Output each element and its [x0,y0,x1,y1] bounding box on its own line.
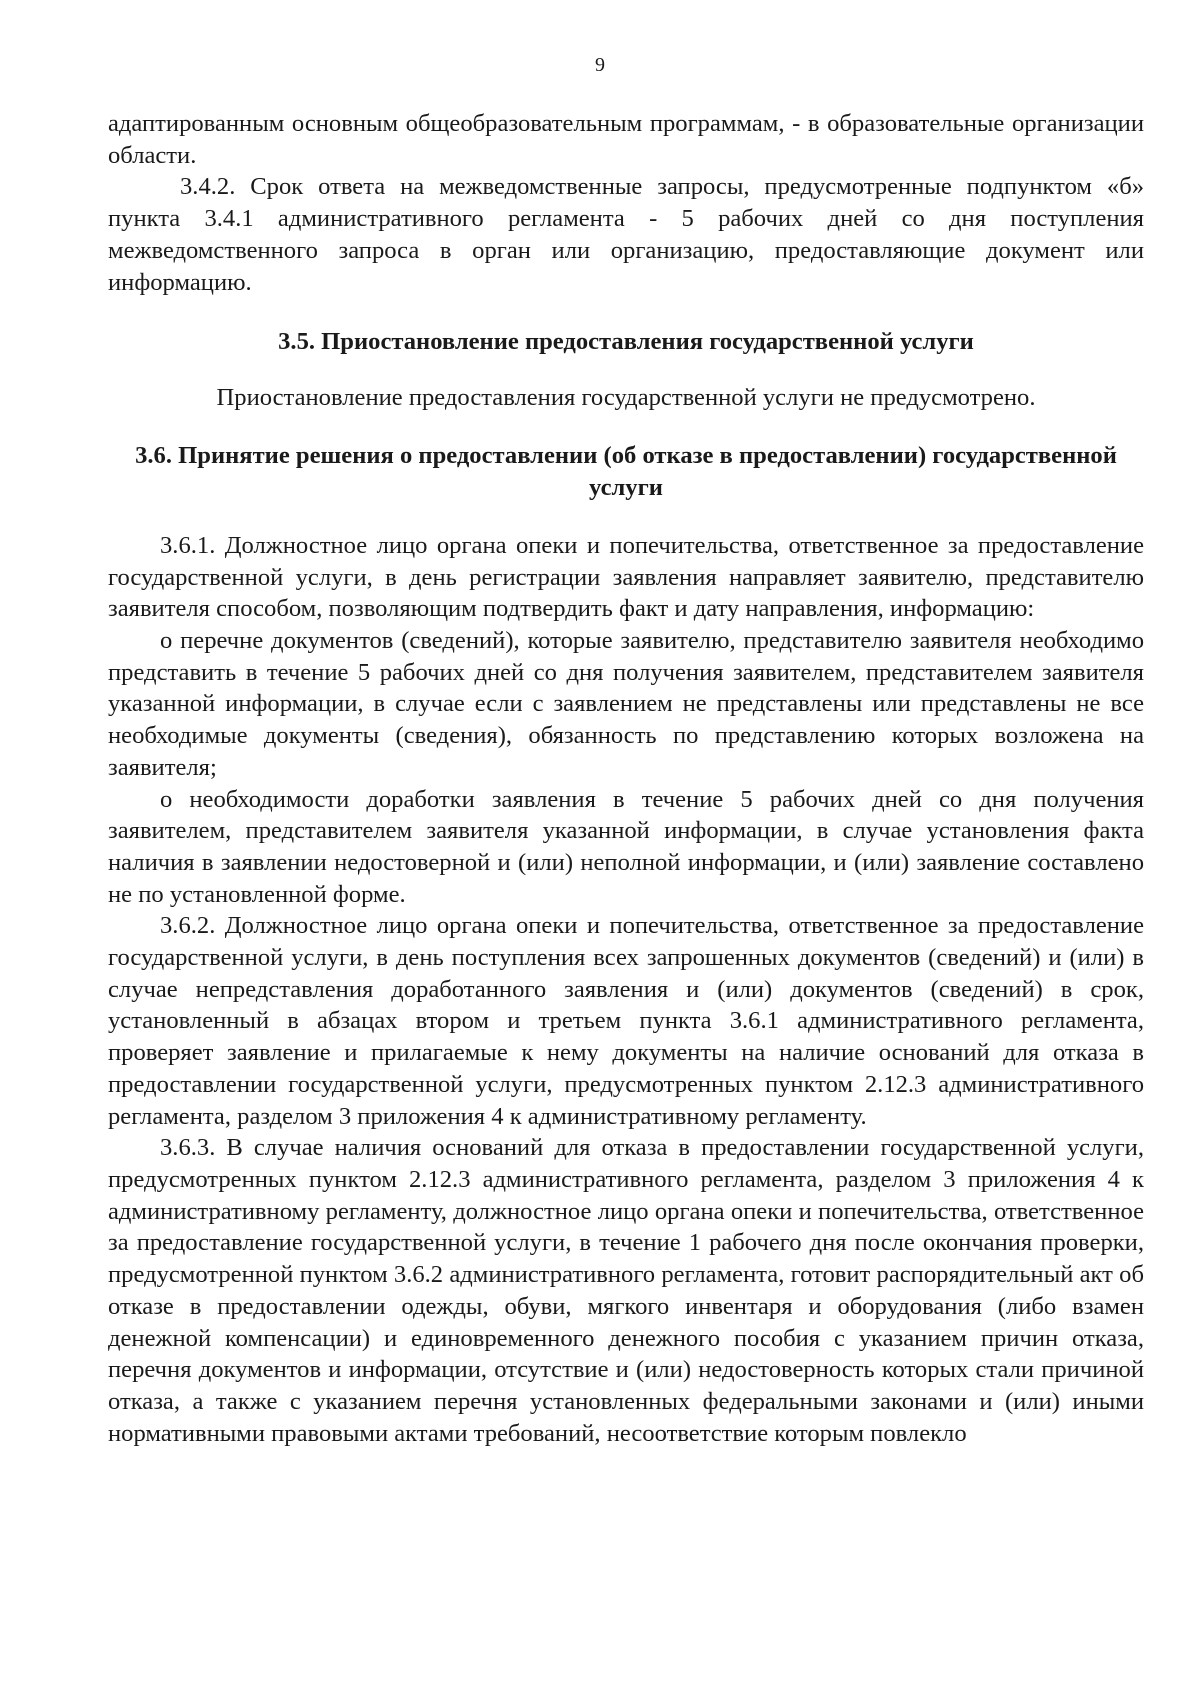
paragraph-3-6-2: 3.6.2. Должностное лицо органа опеки и попечительства, ответственное за предоставление государственной услуги, в день поступления всех запрошенных документов (сведений) и (или) в случае непредставления доработанного заявления и (или) документов (сведений) в срок, установленный в абзацах втором и третьем пункта 3.6.1 административного регламента, проверяет заявление и прилагаемые к нему документы на наличие оснований для отказа в предоставлении государственной услуги, предусмотренных пунктом 2.12.3 административного регламента, разделом 3 приложения 4 к административному регламенту. [108,912,1144,1130]
paragraph-3-6-1-b: о необходимости доработки заявления в течение 5 рабочих дней со дня получения заявителем, представителем заявителя указанной информации, в случае установления факта наличия в заявлении недостоверной и (или) неполной информации, и (или) заявление составлено не по установленной форме. [108,785,1144,908]
paragraph-continuation: адаптированным основным общеобразовательным программам, - в образовательные организации области. [108,110,1144,169]
section-heading-3-5: 3.5. Приостановление предоставления государственной услуги [278,328,974,356]
spacer [108,298,1144,326]
paragraph-3-4-2: 3.4.2. Срок ответа на межведомственные запросы, предусмотренные подпунктом «б» пункта 3.4.1 административного регламента - 5 рабочих дней со дня поступления межведомственного запроса в орган или организацию, предоставляющие документ или информацию. [108,173,1144,296]
document-body [108,108,1144,1449]
page-number: 9 [595,54,605,76]
spacer [108,358,1144,382]
spacer [108,414,1144,440]
paragraph-3-6-1-a: о перечне документов (сведений), которые заявителю, представителю заявителя необходимо представить в течение 5 рабочих дней со дня получения заявителем, представителем заявителя указанной информации, в случае если с заявлением не представлены или представлены не все необходимые документы (сведения), обязанность по представлению которых возложена на заявителя; [108,627,1144,781]
section-heading-3-6: 3.6. Принятие решения о предоставлении (об отказе в предоставлении) государственной услуги [135,441,1117,501]
spacer [108,504,1144,530]
paragraph-3-6-1: 3.6.1. Должностное лицо органа опеки и попечительства, ответственное за предоставление государственной услуги, в день регистрации заявления направляет заявителю, представителю заявителя способом, позволяющим подтвердить факт и дату направления, информацию: [108,531,1144,623]
paragraph-3-6-3: 3.6.3. В случае наличия оснований для отказа в предоставлении государственной услуги, предусмотренных пунктом 2.12.3 административного регламента, разделом 3 приложения 4 к административному регламенту, должностное лицо органа опеки и попечительства, ответственное за предоставление государственной услуги, в течение 1 рабочего дня после окончания проверки, предусмотренной пунктом 3.6.2 административного регламента, готовит распорядительный акт об отказе в предоставлении одежды, обуви, мягкого инвентаря и оборудования (либо взамен денежной компенсации) и единовременного денежного пособия с указанием причин отказа, перечня документов и информации, отсутствие и (или) недостоверность которых стали причиной отказа, а также с указанием перечня установленных федеральными законами и (или) иными нормативными правовыми актами требований, несоответствие которым повлекло [108,1134,1144,1447]
paragraph-3-5: Приостановление предоставления государственной услуги не предусмотрено. [216,384,1036,412]
